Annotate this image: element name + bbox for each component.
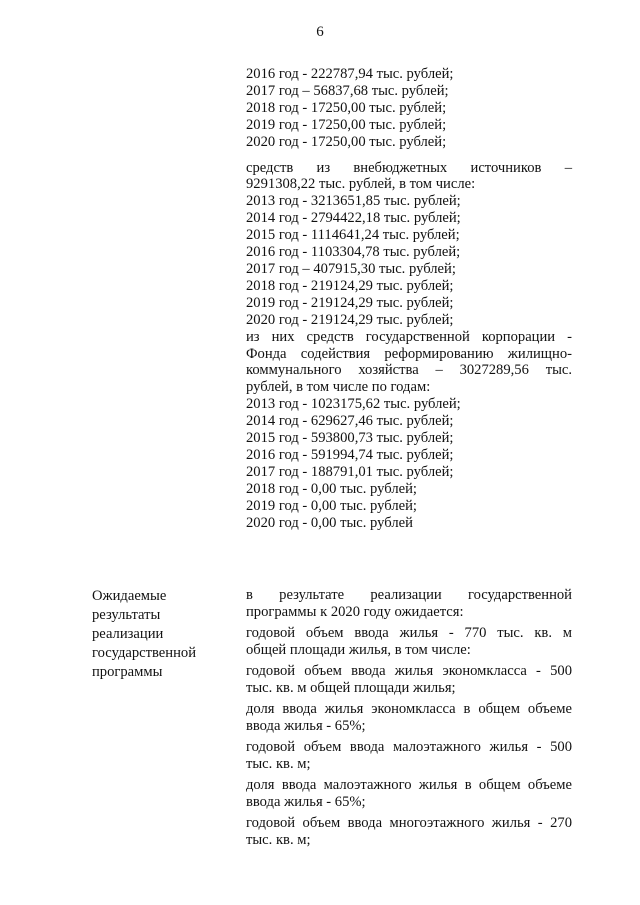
fund-year-2018: 2018 год - 0,00 тыс. рублей; xyxy=(246,480,417,497)
results-item-highrise-volume-line2: тыс. кв. м; xyxy=(246,832,311,848)
fund-year-2016: 2016 год - 591994,74 тыс. рублей; xyxy=(246,446,454,463)
fund-year-2013: 2013 год - 1023175,62 тыс. рублей; xyxy=(246,396,461,413)
extrabudget-year-2017: 2017 год – 407915,30 тыс. рублей; xyxy=(246,260,456,277)
fund-text-line3: коммунального хозяйства – 3027289,56 тыс. xyxy=(246,362,572,379)
budget-year-2018: 2018 год - 17250,00 тыс. рублей; xyxy=(246,99,447,116)
results-item-lowrise-volume-line2: тыс. кв. м; xyxy=(246,756,311,772)
budget-year-2019: 2019 год - 17250,00 тыс. рублей; xyxy=(246,116,447,133)
results-item-lowrise-share-line2: ввода жилья - 65%; xyxy=(246,794,366,810)
results-label-line5: программы xyxy=(92,664,163,680)
results-item-economy-volume-line2: тыс. кв. м общей площади жилья; xyxy=(246,680,456,696)
extrabudget-year-2020: 2020 год - 219124,29 тыс. рублей; xyxy=(246,311,454,328)
results-label-line3: реализации xyxy=(92,626,164,642)
extrabudget-year-2014: 2014 год - 2794422,18 тыс. рублей; xyxy=(246,210,461,227)
budget-year-2016: 2016 год - 222787,94 тыс. рублей; xyxy=(246,66,454,82)
results-item-lowrise-share xyxy=(246,777,572,811)
fund-year-2019: 2019 год - 0,00 тыс. рублей; xyxy=(246,497,417,514)
results-label-line2: результаты xyxy=(92,607,161,623)
page-number: 6 xyxy=(316,24,324,40)
extrabudget-year-2013: 2013 год - 3213651,85 тыс. рублей; xyxy=(246,193,461,210)
fund-text-line2: Фонда содействия реформированию жилищно- xyxy=(246,345,572,362)
results-section xyxy=(246,587,572,849)
budget-year-2017: 2017 год – 56837,68 тыс. рублей; xyxy=(246,82,449,99)
fund-year-2015: 2015 год - 593800,73 тыс. рублей; xyxy=(246,430,454,447)
results-label xyxy=(92,587,227,682)
results-item-intro-line2: программы к 2020 году ожидается: xyxy=(246,604,464,620)
results-item-housing-total-line1: годовой объем ввода жилья - 770 тыс. кв. м xyxy=(246,625,572,641)
results-item-economy-share xyxy=(246,701,572,735)
fund-year-2020: 2020 год - 0,00 тыс. рублей xyxy=(246,514,413,531)
results-label-line1: Ожидаемые xyxy=(92,588,167,604)
results-item-highrise-volume-line1: годовой объем ввода многоэтажного жилья - 270 xyxy=(246,815,572,831)
fund-year-2014: 2014 год - 629627,46 тыс. рублей; xyxy=(246,413,454,430)
results-item-intro-line1: в результате реализации государственной xyxy=(246,587,572,603)
results-item-lowrise-volume-line1: годовой объем ввода малоэтажного жилья - 500 xyxy=(246,739,572,755)
budget-year-2020: 2020 год - 17250,00 тыс. рублей; xyxy=(246,133,447,150)
extrabudget-intro-line2: 9291308,22 тыс. рублей, в том числе: xyxy=(246,176,476,193)
results-item-lowrise-share-line1: доля ввода малоэтажного жилья в общем объеме xyxy=(246,777,572,793)
results-item-lowrise-volume xyxy=(246,739,572,773)
results-item-economy-volume xyxy=(246,663,572,697)
results-item-housing-total xyxy=(246,625,572,659)
results-item-housing-total-line2: общей площади жилья, в том числе: xyxy=(246,642,471,658)
fund-year-2017: 2017 год - 188791,01 тыс. рублей; xyxy=(246,463,454,480)
results-label-line4: государственной xyxy=(92,645,197,661)
results-item-economy-share-line1: доля ввода жилья экономкласса в общем объеме xyxy=(246,701,572,717)
funding-section xyxy=(246,66,572,531)
extrabudget-block xyxy=(246,160,572,532)
results-item-highrise-volume xyxy=(246,815,572,849)
extrabudget-year-2016: 2016 год - 1103304,78 тыс. рублей; xyxy=(246,244,461,261)
results-item-economy-volume-line1: годовой объем ввода жилья экономкласса - 500 xyxy=(246,663,572,679)
fund-text-line1: из них средств государственной корпорации - xyxy=(246,328,572,345)
budget-tail-list xyxy=(246,66,572,151)
fund-text-line4: рублей, в том числе по годам: xyxy=(246,379,431,396)
extrabudget-year-2018: 2018 год - 219124,29 тыс. рублей; xyxy=(246,277,454,294)
results-item-economy-share-line2: ввода жилья - 65%; xyxy=(246,718,366,734)
extrabudget-intro-line1: средств из внебюджетных источников – xyxy=(246,159,572,176)
results-item-intro xyxy=(246,587,572,621)
extrabudget-year-2015: 2015 год - 1114641,24 тыс. рублей; xyxy=(246,227,460,244)
extrabudget-year-2019: 2019 год - 219124,29 тыс. рублей; xyxy=(246,294,454,311)
